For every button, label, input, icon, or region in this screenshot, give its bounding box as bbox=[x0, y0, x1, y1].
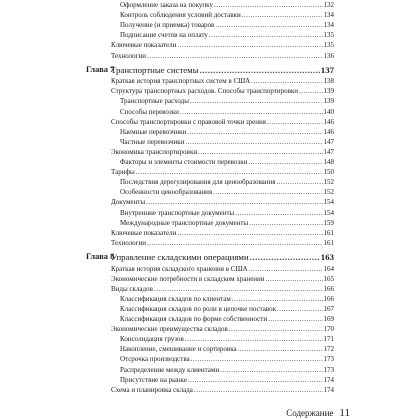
toc-entry-title: Последствия дерегулирования для ценообразования bbox=[120, 178, 276, 187]
toc-entry-title: Получение (и приемка) товаров bbox=[120, 21, 215, 30]
toc-entry-page: 164 bbox=[323, 264, 334, 273]
toc-entry-page: 147 bbox=[323, 147, 334, 156]
toc-entry-title: Технологии bbox=[111, 51, 147, 60]
toc-entry-title: Отсрочка производства bbox=[120, 355, 190, 364]
toc-entry-page: 166 bbox=[323, 284, 334, 293]
toc-entry-page: 174 bbox=[323, 375, 334, 384]
toc-entry-page: 161 bbox=[323, 238, 334, 247]
dot-leader bbox=[147, 51, 322, 62]
toc-entry-title: Документы bbox=[111, 198, 146, 207]
toc-entry-page: 174 bbox=[323, 385, 334, 394]
toc-entry-page: 134 bbox=[323, 21, 334, 30]
toc-entry-title: Способы транспортировки с правовой точки зрения bbox=[111, 117, 266, 126]
toc-entry-title: Ключевые показатели bbox=[111, 41, 177, 50]
toc-entry-title: Краткая история складского хранения в США bbox=[111, 264, 248, 273]
toc-entry-title: Частные перевозчики bbox=[120, 137, 185, 146]
dot-leader bbox=[147, 238, 322, 249]
toc-entry-page: 161 bbox=[323, 228, 334, 237]
chapter-label: Глава 7 bbox=[86, 64, 115, 74]
toc-entry-page: 148 bbox=[323, 158, 334, 166]
dot-leader bbox=[200, 64, 320, 77]
toc-entry-title: Транспортные расходы bbox=[120, 97, 189, 106]
toc-entry-page: 150 bbox=[323, 168, 334, 177]
page-number: 11 bbox=[339, 407, 350, 419]
toc-entry bbox=[111, 51, 334, 62]
toc-entry bbox=[111, 385, 334, 396]
chapter-title: Управление складскими операциями bbox=[111, 251, 249, 262]
toc-entry-title: Консолидация грузов bbox=[120, 335, 184, 344]
chapter-label: Глава 8 bbox=[86, 251, 115, 261]
footer-label: Содержание bbox=[286, 408, 334, 418]
toc-entry-title: Особенности ценообразования bbox=[120, 188, 213, 197]
toc-entry-title: Структура транспортных расходов. Способы транспортировки bbox=[111, 87, 299, 96]
toc-entry-title: Экономические потребности в складском хранении bbox=[111, 274, 265, 283]
chapter-entry bbox=[111, 64, 334, 77]
toc-entry-title: Способы перевозки bbox=[120, 107, 179, 116]
toc-entry-title: Схема и планировка склада bbox=[111, 385, 193, 394]
chapter-title: Транспортные системы bbox=[111, 64, 199, 75]
toc-entry-page: 146 bbox=[323, 127, 334, 136]
toc-entry-page: 139 bbox=[323, 97, 334, 106]
toc-entry-title: Ключевые показатели bbox=[111, 228, 177, 237]
toc-entry-page: 135 bbox=[323, 31, 334, 40]
toc-entry-title: Контроль соблюдения условий доставки bbox=[120, 11, 241, 20]
toc-entry-page: 138 bbox=[323, 77, 334, 86]
chapter-page: 137 bbox=[320, 64, 334, 75]
toc-entry-title: Виды складов bbox=[111, 284, 153, 293]
toc-entry-page: 154 bbox=[323, 198, 334, 207]
toc-entry-title: Присутствие на рынке bbox=[120, 375, 187, 384]
toc-entry-page: 159 bbox=[323, 218, 334, 227]
toc-entry-title: Распределение между клиентами bbox=[120, 365, 220, 374]
toc-entry-title: Технологии bbox=[111, 238, 147, 247]
toc-entry-page: 136 bbox=[323, 51, 334, 60]
toc-entry-page: 166 bbox=[323, 294, 334, 303]
toc-entry-page: 152 bbox=[323, 188, 334, 197]
toc-entry-title: Классификация складов по форме собственности bbox=[120, 315, 268, 323]
toc-entry-title: Оформление заказа на покупку bbox=[120, 1, 213, 9]
toc-entry-title: Внутренние транспортные документы bbox=[120, 208, 235, 217]
toc-entry-title: Тарифы bbox=[111, 168, 135, 177]
toc-entry-page: 169 bbox=[323, 315, 334, 323]
toc-entry-page: 171 bbox=[323, 335, 334, 344]
toc-entry-page: 173 bbox=[323, 365, 334, 374]
toc-entry bbox=[111, 238, 334, 249]
dot-leader bbox=[250, 251, 320, 264]
toc-entry-page: 154 bbox=[323, 208, 334, 217]
toc-entry-page: 170 bbox=[323, 325, 334, 334]
toc-entry-page: 172 bbox=[323, 345, 334, 354]
chapter-page: 163 bbox=[320, 251, 334, 262]
toc-entry-title: Подписание счетов на оплату bbox=[120, 31, 208, 40]
toc-entry-page: 147 bbox=[323, 137, 334, 146]
toc-entry-title: Наемные перевозчики bbox=[120, 127, 187, 136]
toc-entry-title: Международные транспортные документы bbox=[120, 218, 249, 227]
chapter-entry bbox=[111, 251, 334, 264]
toc-entry-page: 173 bbox=[323, 355, 334, 364]
toc-entry-title: Накопление, смешивание и сортировка bbox=[120, 345, 237, 354]
toc-entry-title: Экономика транспортировки bbox=[111, 147, 198, 156]
toc-entry-page: 165 bbox=[323, 274, 334, 283]
toc-entry-title: Классификация складов по роли в цепочке поставок bbox=[120, 304, 277, 313]
toc-entry-page: 146 bbox=[323, 117, 334, 126]
toc-entry-page: 132 bbox=[323, 1, 334, 9]
page-footer bbox=[286, 407, 350, 419]
toc-entry-title: Краткая история транспортных систем в США bbox=[111, 77, 251, 86]
toc-entry-title: Факторы и элементы стоимости перевозки bbox=[120, 158, 248, 166]
dot-leader bbox=[194, 385, 323, 396]
toc-entry-page: 152 bbox=[323, 178, 334, 187]
toc-entry-page: 135 bbox=[323, 41, 334, 50]
toc-entry-page: 134 bbox=[323, 11, 334, 20]
toc-entry-title: Классификация складов по клиентам bbox=[120, 294, 231, 303]
toc-entry-page: 140 bbox=[323, 107, 334, 116]
toc-entry-title: Экономические преимущества складов bbox=[111, 325, 228, 334]
toc-entry-page: 139 bbox=[323, 87, 334, 96]
toc-entry-page: 167 bbox=[323, 304, 334, 313]
